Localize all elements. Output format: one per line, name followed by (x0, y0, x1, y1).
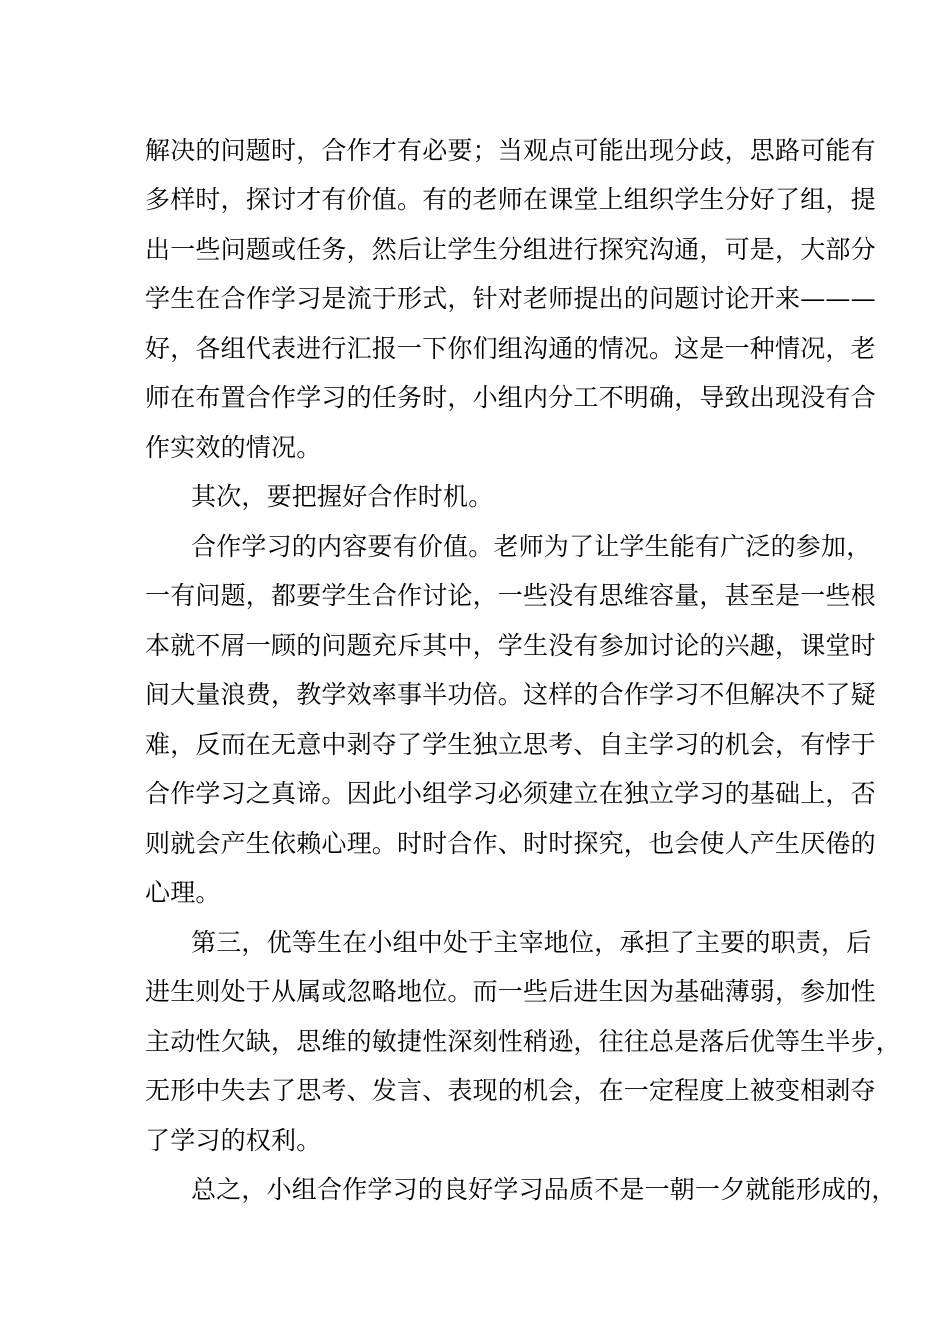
text-line: 则就会产生依赖心理。时时合作、时时探究，也会使人产生厌倦的 (145, 829, 876, 858)
paragraph-heading: 其次，要把握好合作时机。 (191, 482, 494, 511)
text-line: 合作学习之真谛。因此小组学习必须建立在独立学习的基础上，否 (145, 779, 876, 808)
text-line: 一有问题，都要学生合作讨论，一些没有思维容量，甚至是一些根 (145, 581, 876, 610)
text-line: 主动性欠缺，思维的敏捷性深刻性稍逊，往往总是落后优等生半步， (145, 1027, 902, 1056)
text-line: 合作学习的内容要有价值。老师为了让学生能有广泛的参加， (191, 532, 872, 561)
text-line: 总之，小组合作学习的良好学习品质不是一朝一夕就能形成的， (191, 1175, 897, 1204)
text-line: 第三，优等生在小组中处于主宰地位，承担了主要的职责，后 (191, 928, 872, 957)
text-line: 作实效的情况。 (145, 433, 322, 462)
text-line: 出一些问题或任务，然后让学生分组进行探究沟通，可是，大部分 (145, 235, 876, 264)
text-line: 了学习的权利。 (145, 1126, 322, 1155)
text-line: 好，各组代表进行汇报一下你们组沟通的情况。这是一种情况，老 (145, 334, 876, 363)
text-line: 本就不屑一顾的问题充斥其中，学生没有参加讨论的兴趣，课堂时 (145, 631, 876, 660)
text-line: 间大量浪费，教学效率事半功倍。这样的合作学习不但解决不了疑 (145, 680, 876, 709)
text-line: 学生在合作学习是流于形式，针对老师提出的问题讨论开来——— (145, 284, 876, 313)
text-line: 解决的问题时，合作才有必要；当观点可能出现分歧，思路可能有 (145, 136, 876, 165)
text-line: 进生则处于从属或忽略地位。而一些后进生因为基础薄弱，参加性 (145, 977, 876, 1006)
text-line: 多样时，探讨才有价值。有的老师在课堂上组织学生分好了组，提 (145, 185, 876, 214)
text-line: 师在布置合作学习的任务时，小组内分工不明确，导致出现没有合 (145, 383, 876, 412)
text-line: 无形中失去了思考、发言、表现的机会，在一定程度上被变相剥夺 (145, 1076, 876, 1105)
text-line: 心理。 (145, 878, 221, 907)
text-line: 难，反而在无意中剥夺了学生独立思考、自主学习的机会，有悖于 (145, 730, 876, 759)
